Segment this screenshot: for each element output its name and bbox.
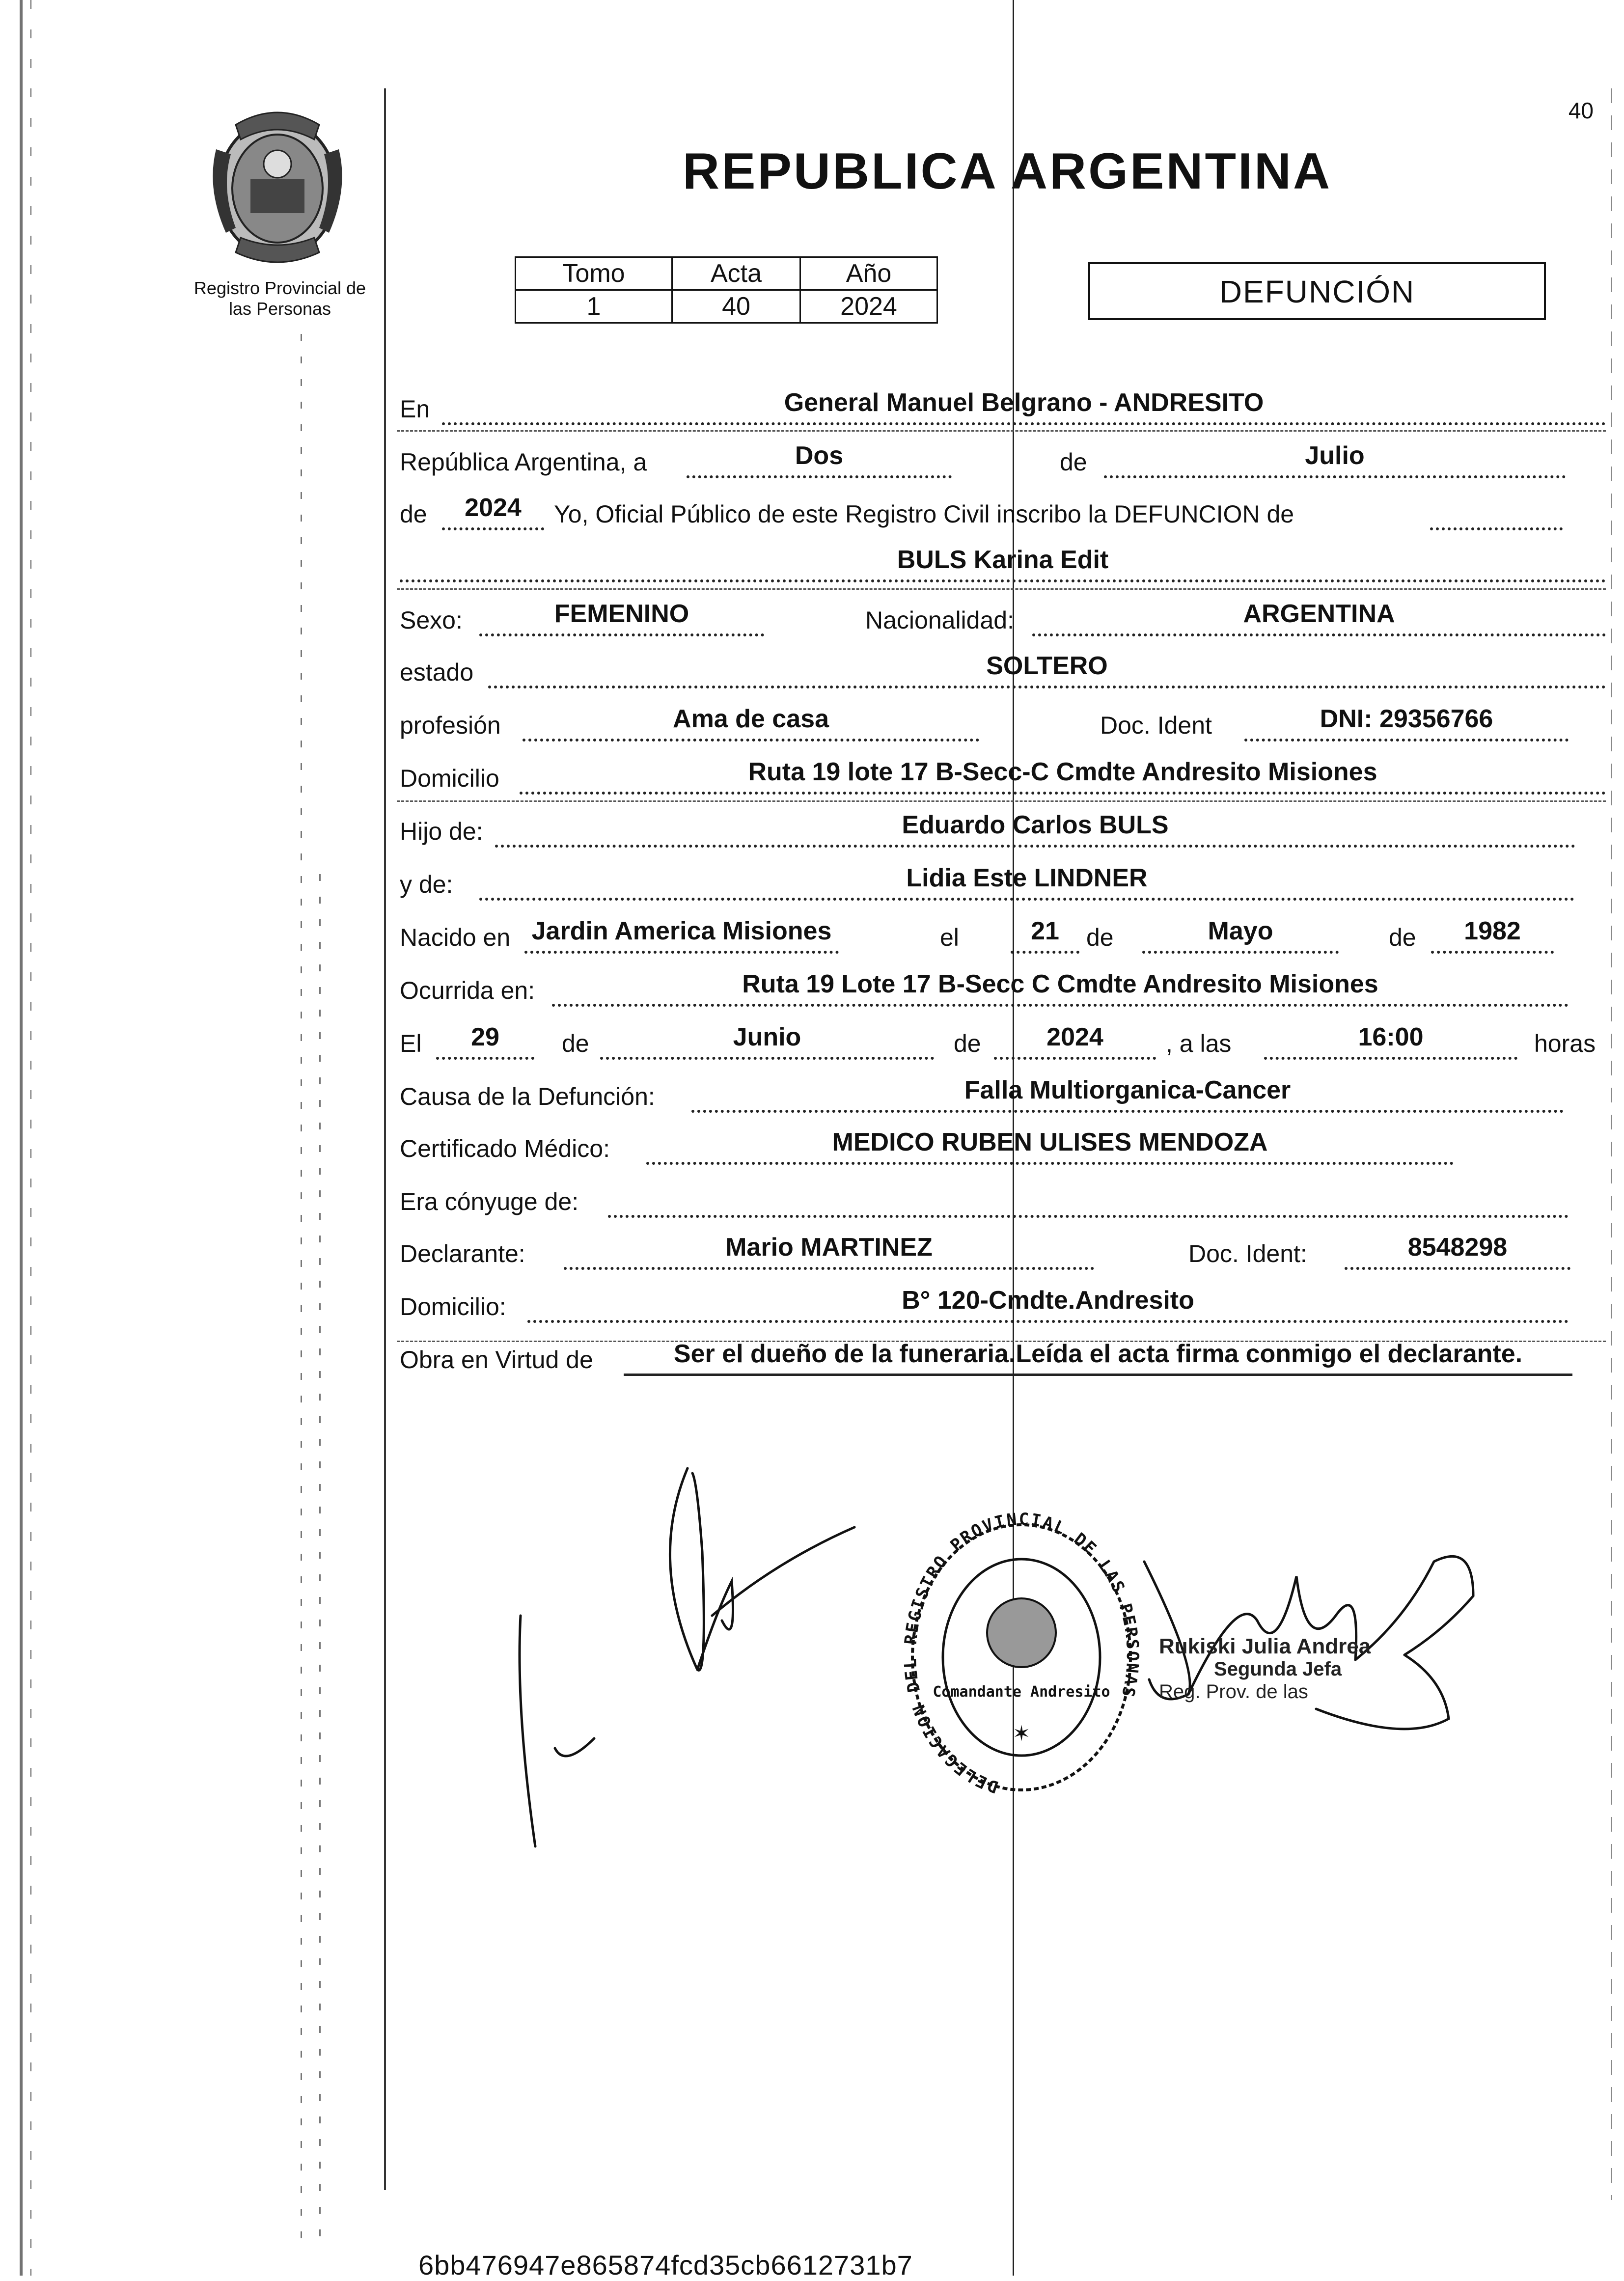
margin-rule xyxy=(384,88,386,2190)
registry-label-line2: las Personas xyxy=(228,299,331,319)
field-estado: SOLTERO xyxy=(488,650,1606,688)
label-nacionalidad: Nacionalidad: xyxy=(865,606,1014,634)
field-doc-ident: DNI: 29356766 xyxy=(1244,703,1569,742)
label-obra: Obra en Virtud de xyxy=(400,1346,593,1374)
label-doc-ident2: Doc. Ident: xyxy=(1188,1240,1307,1267)
field-place: General Manuel Belgrano - ANDRESITO xyxy=(442,387,1606,425)
registry-seal xyxy=(899,1510,1144,1814)
page-title: REPUBLICA ARGENTINA xyxy=(683,143,1332,200)
field-profesion: Ama de casa xyxy=(523,703,979,742)
label-de-death2: de xyxy=(954,1030,981,1057)
row-estado xyxy=(397,641,1609,693)
label-certificado: Certificado Médico: xyxy=(400,1135,610,1162)
row-obra xyxy=(397,1329,1609,1381)
label-el2: El xyxy=(400,1030,422,1057)
label-hijo: Hijo de: xyxy=(400,818,483,845)
official-office: Reg. Prov. de las xyxy=(1159,1681,1308,1703)
scan-edge-left xyxy=(20,0,23,2276)
field-sexo: FEMENINO xyxy=(479,598,764,636)
field-death-year: 2024 xyxy=(994,1021,1156,1060)
field-nacido: Jardin America Misiones xyxy=(524,915,839,954)
label-el: el xyxy=(940,924,959,951)
field-ocurrida: Ruta 19 Lote 17 B-Secc C Cmdte Andresito Misiones xyxy=(552,968,1569,1007)
row-officer xyxy=(397,483,1609,535)
label-domicilio2: Domicilio: xyxy=(400,1293,506,1320)
official-role: Segunda Jefa xyxy=(1214,1658,1342,1680)
label-yde: y de: xyxy=(400,871,453,898)
field-certificado: MEDICO RUBEN ULISES MENDOZA xyxy=(646,1127,1454,1165)
row-nacido xyxy=(397,907,1609,959)
row-ocurrida xyxy=(397,960,1609,1012)
label-sexo: Sexo: xyxy=(400,606,463,634)
registry-label-line1: Registro Provincial de xyxy=(193,278,366,298)
table-value-acta: 40 xyxy=(672,290,800,323)
label-doc-ident: Doc. Ident xyxy=(1100,712,1212,739)
label-declarante: Declarante: xyxy=(400,1240,525,1267)
seal-outer-text: DELEGACION DEL REGISTRO PROVINCIAL DE LAS PERSONAS xyxy=(900,1510,1143,1797)
declarant-signature xyxy=(501,1463,874,1866)
row-death-date xyxy=(397,1013,1609,1065)
page-number: 40 xyxy=(1568,98,1594,123)
field-birth-year: 1982 xyxy=(1431,915,1554,954)
record-table xyxy=(515,256,938,324)
field-declarante: Mario MARTINEZ xyxy=(564,1232,1094,1270)
field-conyuge xyxy=(608,1180,1569,1218)
label-republica: República Argentina, a xyxy=(400,448,647,476)
row-domicilio2 xyxy=(397,1276,1609,1328)
field-month: Julio xyxy=(1104,440,1566,478)
field-death-time: 16:00 xyxy=(1264,1021,1517,1060)
field-year: 2024 xyxy=(442,492,544,530)
field-causa: Falla Multiorganica-Cancer xyxy=(691,1074,1564,1113)
punch-holes-column xyxy=(301,334,302,2249)
seal-inner-text: Comandante Andresito xyxy=(933,1683,1110,1701)
field-hijo: Eduardo Carlos BULS xyxy=(495,809,1575,848)
label-profesion: profesión xyxy=(400,712,501,739)
province-crest-icon xyxy=(196,105,358,267)
record-type-box: DEFUNCIÓN xyxy=(1088,262,1546,320)
label-alas: , a las xyxy=(1166,1030,1232,1057)
field-obra: Ser el dueño de la funeraria.Leída el acta firma conmigo el declarante. xyxy=(624,1338,1572,1376)
field-doc-ident2: 8548298 xyxy=(1345,1232,1570,1270)
punch-holes-column-2 xyxy=(319,874,321,2249)
field-filler xyxy=(1430,492,1563,530)
field-domicilio: Ruta 19 lote 17 B-Secc-C Cmdte Andresito Misiones xyxy=(520,756,1606,795)
label-de-birth: de xyxy=(1086,924,1114,951)
row-causa xyxy=(397,1066,1609,1118)
field-deceased-name: BULS Karina Edit xyxy=(400,544,1606,582)
official-stamp-text xyxy=(1159,1635,1371,1703)
table-header-ano: Año xyxy=(800,257,937,290)
row-sexo xyxy=(397,589,1609,641)
table-value-tomo: 1 xyxy=(516,290,672,323)
label-de-year: de xyxy=(400,500,427,528)
label-de-birth2: de xyxy=(1389,924,1416,951)
row-yde xyxy=(397,853,1609,906)
field-domicilio2: B° 120-Cmdte.Andresito xyxy=(527,1285,1569,1323)
scan-edge-left-dashes xyxy=(30,0,31,2276)
label-de-death: de xyxy=(562,1030,589,1057)
field-birth-day: 21 xyxy=(1011,915,1079,954)
svg-text:✶: ✶ xyxy=(1012,1722,1031,1746)
field-death-day: 29 xyxy=(436,1021,534,1060)
label-de: de xyxy=(1060,448,1087,476)
label-conyuge: Era cónyuge de: xyxy=(400,1188,579,1215)
table-header-tomo: Tomo xyxy=(516,257,672,290)
field-death-month: Junio xyxy=(600,1021,934,1060)
label-en: En xyxy=(400,395,430,423)
label-estado: estado xyxy=(400,659,474,686)
row-declarante xyxy=(397,1223,1609,1275)
official-name: Rukiski Julia Andrea xyxy=(1159,1634,1371,1658)
field-yde: Lidia Este LINDNER xyxy=(479,862,1574,901)
row-profesion xyxy=(397,694,1609,746)
label-nacido: Nacido en xyxy=(400,924,511,951)
scan-edge-right xyxy=(1611,88,1612,2200)
row-conyuge xyxy=(397,1171,1609,1223)
field-day: Dos xyxy=(687,440,952,478)
table-header-acta: Acta xyxy=(672,257,800,290)
field-nacionalidad: ARGENTINA xyxy=(1032,598,1606,636)
label-causa: Causa de la Defunción: xyxy=(400,1083,655,1110)
row-en xyxy=(397,378,1609,430)
document-hash: 6bb476947e865874fcd35cb6612731b7 xyxy=(418,2250,913,2281)
label-ocurrida: Ocurrida en: xyxy=(400,977,535,1004)
officer-text: Yo, Oficial Público de este Registro Civil inscribo la DEFUNCION de xyxy=(554,500,1294,528)
row-deceased xyxy=(397,535,1609,587)
label-domicilio: Domicilio xyxy=(400,765,499,792)
field-birth-month: Mayo xyxy=(1142,915,1339,954)
row-domicilio xyxy=(397,747,1609,799)
row-hijo xyxy=(397,800,1609,852)
table-value-ano: 2024 xyxy=(800,290,937,323)
registry-label xyxy=(162,278,398,319)
label-horas: horas xyxy=(1534,1030,1596,1057)
row-certificado xyxy=(397,1118,1609,1170)
row-date xyxy=(397,431,1609,483)
